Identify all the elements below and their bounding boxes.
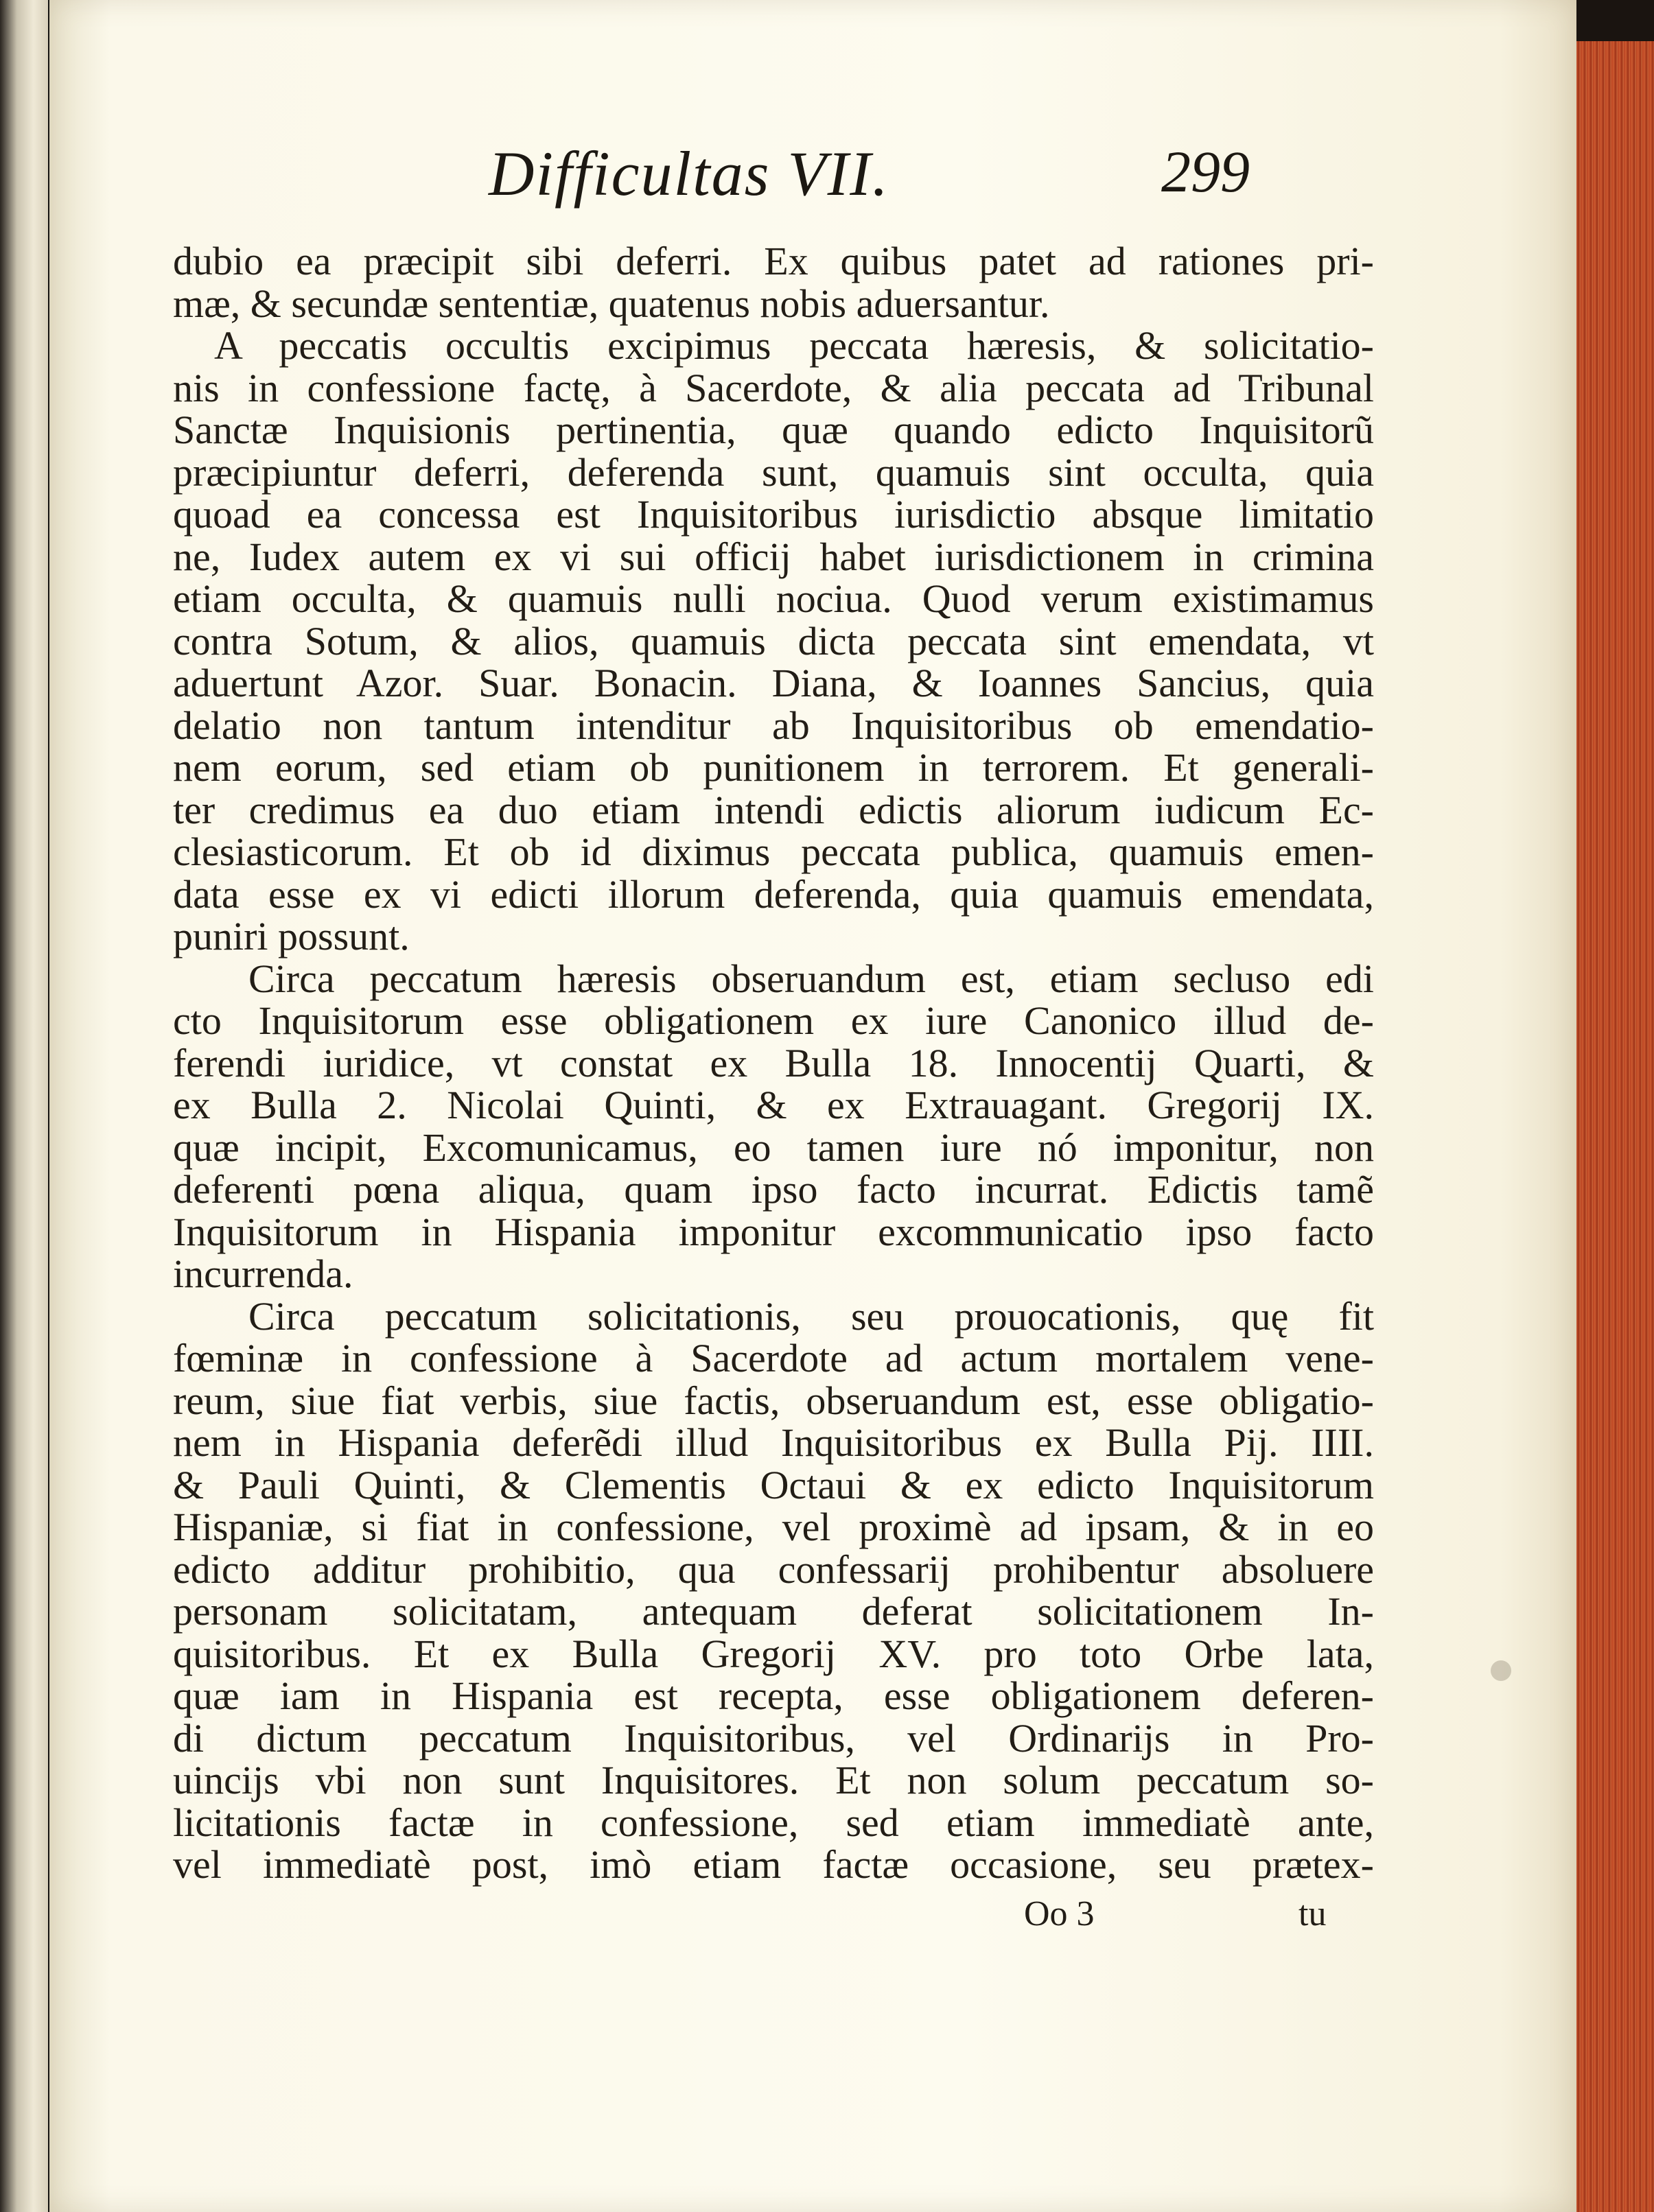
text-line: fœminæ in confessione à Sacerdote ad actum mortalem vene- bbox=[173, 1336, 1374, 1380]
text-line: ferendi iuridice, vt constat ex Bulla 18. Innocentij Quarti, & bbox=[173, 1040, 1374, 1085]
text-line: contra Sotum, & alios, quamuis dicta peccata sint emendata, vt bbox=[173, 618, 1374, 663]
text-line: licitationis factæ in confessione, sed etiam immediatè ante, bbox=[173, 1800, 1374, 1845]
text-line: incurrenda. bbox=[173, 1251, 353, 1296]
text-line: nem in Hispania deferẽdi illud Inquisitoribus ex Bulla Pij. IIII. bbox=[173, 1420, 1374, 1465]
body-text bbox=[173, 240, 1374, 1886]
text-line: etiam occulta, & quamuis nulli nociua. Quod verum existimamus bbox=[173, 576, 1374, 621]
text-line: aduertunt Azor. Suar. Bonacin. Diana, & Ioannes Sancius, quia bbox=[173, 661, 1374, 705]
text-line: quisitoribus. Et ex Bulla Gregorij XV. pro toto Orbe lata, bbox=[173, 1631, 1374, 1676]
text-line: data esse ex vi edicti illorum deferenda, quia quamuis emendata, bbox=[173, 871, 1374, 917]
catchword: tu bbox=[1298, 1894, 1327, 1933]
text-line: ex Bulla 2. Nicolai Quinti, & ex Extrauagant. Gregorij IX. bbox=[173, 1083, 1374, 1127]
text-line: puniri possunt. bbox=[173, 914, 410, 958]
text-line: quæ incipit, Excomunicamus, eo tamen iure nó imponitur, non bbox=[173, 1125, 1374, 1170]
text-line: uincijs vbi non sunt Inquisitores. Et non solum peccatum so- bbox=[173, 1758, 1374, 1802]
signature-mark: Oo 3 bbox=[1024, 1894, 1095, 1933]
text-line: & Pauli Quinti, & Clementis Octaui & ex edicto Inquisitorum bbox=[173, 1462, 1374, 1507]
text-line: præcipiuntur deferri, deferenda sunt, quamuis sint occulta, quia bbox=[173, 449, 1374, 495]
text-line: clesiasticorum. Et ob id diximus peccata publica, quamuis emen- bbox=[173, 830, 1374, 874]
page-number: 299 bbox=[1161, 139, 1250, 204]
text-line: deferenti pœna aliqua, quam ipso facto incurrat. Edictis tamẽ bbox=[173, 1167, 1374, 1212]
text-line: nis in confessione factę, à Sacerdote, & alia peccata ad Tribunal bbox=[173, 365, 1374, 410]
text-line: A peccatis occultis excipimus peccata hæresis, & solicitatio- bbox=[214, 323, 1374, 368]
paper-stain bbox=[1491, 1660, 1511, 1681]
text-line: Sanctæ Inquisionis pertinentia, quæ quando edicto Inquisitorũ bbox=[173, 408, 1374, 452]
page-footer bbox=[49, 1894, 1576, 1949]
text-line: Circa peccatum hæresis obseruandum est, etiam secluso edi bbox=[248, 956, 1374, 1001]
background-top-corner bbox=[1572, 0, 1654, 41]
text-line: ne, Iudex autem ex vi sui officij habet iurisdictionem in crimina bbox=[173, 534, 1374, 579]
text-line: vel immediatè post, imò etiam factæ occasione, seu prætex- bbox=[173, 1842, 1374, 1887]
red-page-edges bbox=[1572, 41, 1654, 2212]
text-line: reum, siue fiat verbis, siue factis, obseruandum est, esse obligatio- bbox=[173, 1378, 1374, 1423]
book-page bbox=[49, 0, 1576, 2212]
text-line: di dictum peccatum Inquisitoribus, vel Ordinarijs in Pro- bbox=[173, 1715, 1374, 1761]
text-line: mæ, & secundæ sententiæ, quatenus nobis aduersantur. bbox=[173, 281, 1050, 326]
text-line: delatio non tantum intenditur ab Inquisitoribus ob emendatio- bbox=[173, 703, 1374, 748]
text-line: Circa peccatum solicitationis, seu prouocationis, quę fit bbox=[248, 1293, 1374, 1339]
text-line: edicto additur prohibitio, qua confessarij prohibentur absoluere bbox=[173, 1546, 1374, 1592]
text-line: quæ iam in Hispania est recepta, esse obligationem deferen- bbox=[173, 1673, 1374, 1718]
text-line: personam solicitatam, antequam deferat solicitationem In- bbox=[173, 1589, 1374, 1634]
text-line: quoad ea concessa est Inquisitoribus iurisdictio absque limitatio bbox=[173, 492, 1374, 537]
running-head: Difficultas VII. bbox=[489, 139, 889, 209]
text-line: Hispaniæ, si fiat in confessione, vel proximè ad ipsam, & in eo bbox=[173, 1505, 1374, 1549]
text-line: Inquisitorum in Hispania imponitur excommunicatio ipso facto bbox=[173, 1209, 1374, 1254]
text-line: ter credimus ea duo etiam intendi edictis aliorum iudicum Ec- bbox=[173, 787, 1374, 832]
text-line: dubio ea præcipit sibi deferri. Ex quibus patet ad rationes pri- bbox=[173, 239, 1374, 283]
text-line: cto Inquisitorum esse obligationem ex iure Canonico illud de- bbox=[173, 998, 1374, 1043]
text-line: nem eorum, sed etiam ob punitionem in terrorem. Et generali- bbox=[173, 745, 1374, 790]
page-header bbox=[49, 137, 1576, 220]
binding-gutter bbox=[0, 0, 48, 2212]
